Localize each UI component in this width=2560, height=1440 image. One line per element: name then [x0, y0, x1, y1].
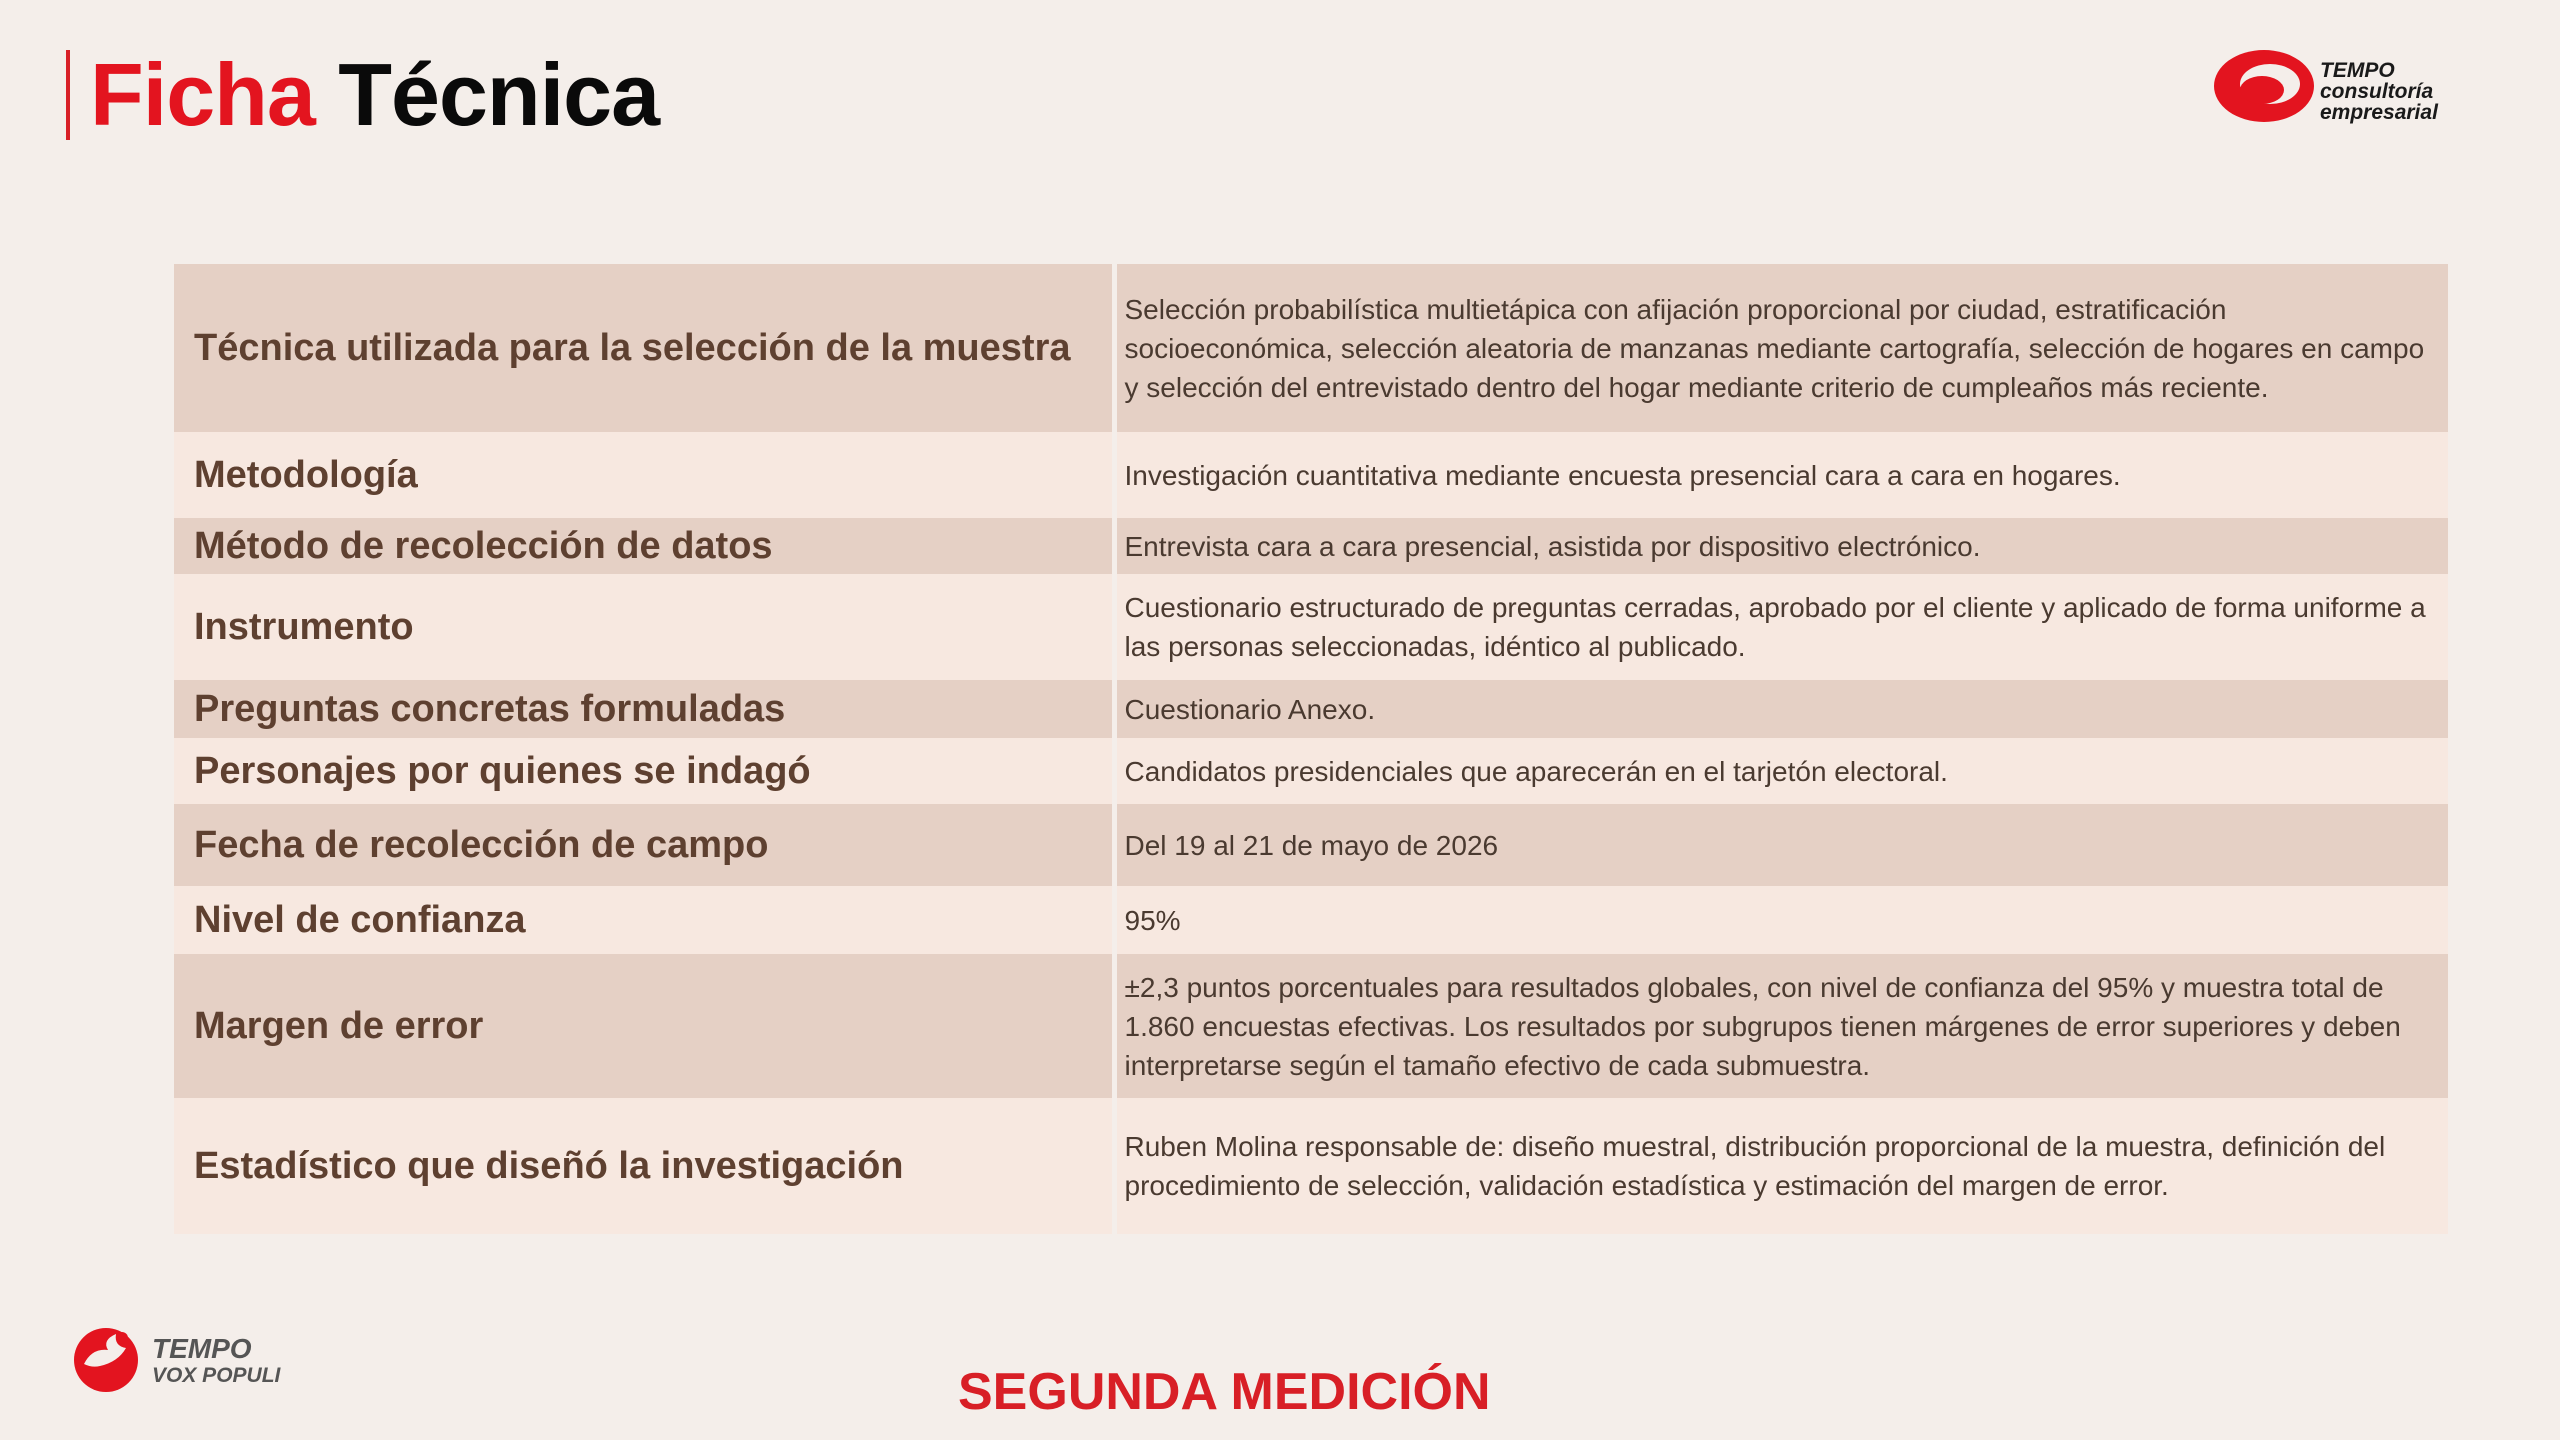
- tempo-vox-populi-logo: [66, 1322, 296, 1394]
- logo-bottom-line1: TEMPO: [152, 1333, 252, 1364]
- row-value: Cuestionario Anexo.: [1114, 680, 2448, 738]
- table-row: [174, 432, 2448, 518]
- table-row: [174, 680, 2448, 738]
- row-value: 95%: [1114, 886, 2448, 954]
- row-value: Entrevista cara a cara presencial, asistida por dispositivo electrónico.: [1114, 518, 2448, 574]
- row-value: Ruben Molina responsable de: diseño muestral, distribución proporcional de la muestra, definición del procedimiento de selección, validación estadística y estimación del margen de error.: [1114, 1098, 2448, 1234]
- footer-label: SEGUNDA MEDICIÓN: [958, 1363, 1491, 1421]
- page-title-part2: Técnica: [338, 45, 660, 144]
- title-accent-bar: [66, 50, 70, 140]
- table-row: [174, 886, 2448, 954]
- row-value: ±2,3 puntos porcentuales para resultados globales, con nivel de confianza del 95% y muestra total de 1.860 encuestas efectivas. Los resultados por subgrupos tienen márgenes de error superiores y deben interpretarse según el tamaño efectivo de cada submuestra.: [1114, 954, 2448, 1098]
- row-value: Candidatos presidenciales que aparecerán en el tarjetón electoral.: [1114, 738, 2448, 804]
- table-row: [174, 574, 2448, 680]
- table-row: [174, 804, 2448, 886]
- row-label: Método de recolección de datos: [174, 518, 1114, 574]
- table-row: [174, 1098, 2448, 1234]
- page-title: [90, 45, 660, 144]
- tempo-swirl-icon: [2212, 46, 2316, 126]
- logo-top-line3: empresarial: [2320, 101, 2438, 124]
- logo-top-line2: consultoría: [2320, 80, 2434, 103]
- table-row: [174, 954, 2448, 1098]
- table-row: [174, 518, 2448, 574]
- row-label: Técnica utilizada para la selección de la muestra: [174, 264, 1114, 432]
- table-row: [174, 738, 2448, 804]
- title-block: [66, 45, 660, 144]
- row-label: Estadístico que diseñó la investigación: [174, 1098, 1114, 1234]
- row-label: Margen de error: [174, 954, 1114, 1098]
- row-label: Fecha de recolección de campo: [174, 804, 1114, 886]
- row-label: Instrumento: [174, 574, 1114, 680]
- logo-top-line1: TEMPO: [2320, 59, 2395, 82]
- vox-populi-icon: [66, 1322, 150, 1394]
- page-title-part1: Ficha: [90, 45, 315, 144]
- row-value: Selección probabilística multietápica con afijación proporcional por ciudad, estratificación socioeconómica, selección aleatoria de manzanas mediante cartografía, selección de hogares en campo y selección del entrevistado dentro del hogar mediante criterio de cumpleaños más reciente.: [1114, 264, 2448, 432]
- row-value: Del 19 al 21 de mayo de 2026: [1114, 804, 2448, 886]
- row-value: Investigación cuantitativa mediante encuesta presencial cara a cara en hogares.: [1114, 432, 2448, 518]
- logo-bottom-line2: VOX POPULI: [152, 1364, 281, 1387]
- row-label: Personajes por quienes se indagó: [174, 738, 1114, 804]
- tempo-consultoria-logo: [2212, 46, 2472, 136]
- row-label: Preguntas concretas formuladas: [174, 680, 1114, 738]
- row-label: Nivel de confianza: [174, 886, 1114, 954]
- row-value: Cuestionario estructurado de preguntas cerradas, aprobado por el cliente y aplicado de forma uniforme a las personas seleccionadas, idéntico al publicado.: [1114, 574, 2448, 680]
- row-label: Metodología: [174, 432, 1114, 518]
- ficha-tecnica-table: [174, 264, 2448, 1234]
- table-row: [174, 264, 2448, 432]
